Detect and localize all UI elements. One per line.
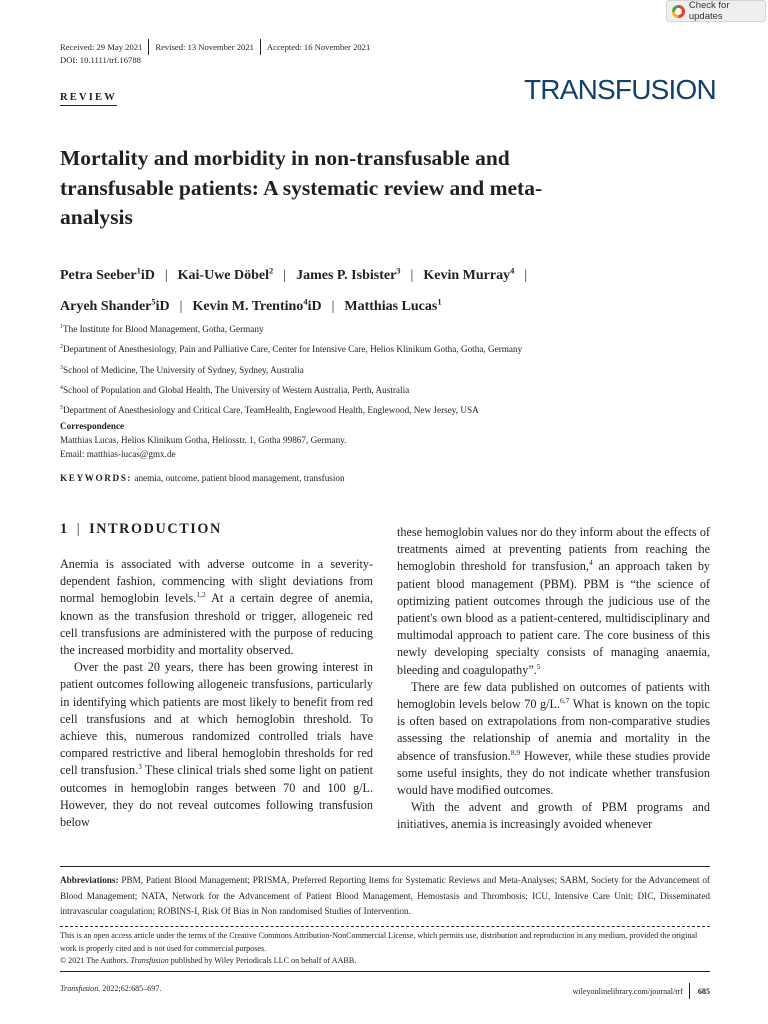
keywords-text: anemia, outcome, patient blood management, transfusion: [134, 473, 345, 483]
affiliation-text: Department of Anesthesiology, Pain and Palliative Care, Center for Intensive Care, Helios Klinikum Gotha, Gotha, Germany: [63, 344, 523, 355]
orcid-icon: iD: [155, 299, 170, 315]
affiliations: [60, 318, 710, 420]
affiliation: [60, 399, 710, 419]
author-affiliation-ref: 3: [396, 265, 401, 275]
affiliation-text: School of Population and Global Health, The University of Western Australia, Perth, Australia: [63, 385, 410, 396]
text-run: However, while these studies provide some useful insights, they do not indicate whether transfusion would have modified outcomes.: [397, 748, 710, 798]
paragraph: [397, 799, 710, 833]
author-separator: |: [179, 299, 183, 315]
correspondence-heading: Correspondence: [60, 421, 125, 431]
citation-ref: 4: [588, 558, 593, 568]
text-run: Over the past 20 years, there has been growing interest in patient outcomes following allogeneic transfusions, particularly in identifying which patients are most likely to benefit from red cell transfusions and at which hemoglobin threshold. To achieve this, numerous randomized controlled trials have compared restrictive and liberal hemoglobin thresholds for red cell transfusion.: [60, 660, 373, 778]
affiliation: [60, 359, 710, 379]
author-separator: |: [283, 267, 287, 283]
author-name: Petra Seeber: [60, 267, 137, 283]
author[interactable]: [423, 265, 515, 283]
affiliation-text: Department of Anesthesiology and Critical Care, TeamHealth, Englewood Health, Englewood, New Jersey, USA: [63, 405, 479, 416]
author[interactable]: [344, 296, 442, 315]
keywords-label: KEYWORDS:: [60, 473, 133, 483]
footer-volume: 2022;62:685–697.: [100, 984, 162, 993]
author-affiliation-ref: 1: [136, 265, 141, 275]
text-run: These clinical trials shed some light on patient outcomes in hemoglobin ranges between 70 and 100 g/L. However, they do not reveal outcomes following transfusion below: [60, 763, 373, 830]
footer-citation: [60, 984, 161, 993]
crossmark-icon: [672, 5, 685, 18]
correspondence-address: Matthias Lucas, Helios Klinikum Gotha, Heliosstr. 1, Gotha 99867, Germany.: [60, 435, 347, 445]
citation-ref: 3: [138, 762, 142, 772]
received-date: Received: 29 May 2021: [60, 42, 143, 52]
author-affiliation-ref: 4: [510, 265, 515, 275]
paragraph: [60, 659, 373, 831]
affiliation-number: 1: [60, 324, 63, 330]
text-run: these hemoglobin values nor do they inform about the effects of treatments aimed at preventing patients from reaching the hemoglobin threshold for transfusion,: [397, 525, 710, 574]
journal-url[interactable]: wileyonlinelibrary.com/journal/trf: [572, 986, 683, 996]
affiliation-number: 3: [60, 364, 63, 371]
footer-right: [500, 983, 710, 999]
body-column-left: [60, 556, 373, 831]
citation-ref: 1,2: [196, 590, 206, 600]
text-run: What is known on the topic is often based on extrapolations from non-comparative studies assessing the relationship of anemia and mortality in the absence of transfusion.: [397, 697, 710, 763]
author[interactable]: [296, 265, 401, 283]
copyright-post: published by Wiley Periodicals LLC on behalf of AABB.: [168, 956, 357, 965]
affiliation-number: 4: [60, 385, 63, 392]
correspondence-email[interactable]: Email: matthias-lucas@gmx.de: [60, 448, 176, 459]
journal-logo: TRANSFUSION: [524, 74, 716, 105]
abbreviations: [60, 873, 710, 920]
citation-ref: 6,7: [560, 695, 570, 705]
license-notice: [60, 930, 710, 968]
author-separator: |: [331, 299, 335, 315]
author-list: [60, 257, 710, 320]
body-column-right: [397, 524, 710, 834]
author-affiliation-ref: 1: [437, 296, 442, 307]
license-text: This is an open access article under the terms of the Creative Commons Attribution-NonCommercial License, which permits use, distribution and reproduction in any medium, provided the original work is properly cited and is not used for commercial purposes.: [60, 931, 698, 953]
revised-date: Revised: 13 November 2021: [155, 42, 254, 52]
accepted-date: Accepted: 16 November 2021: [266, 42, 371, 52]
text-run: an approach taken by patient blood management (PBM). PBM is “the science of optimizing patient outcomes through the judicious use of the patient's own blood as a patient-centered, multidisciplinary and multimodal approach to patient care. The core business of this newly developing specialty consists of managing anaemia, bleeding and coagulopathy”.: [397, 559, 711, 677]
author-name: Aryeh Shander: [60, 299, 152, 315]
affiliation: [60, 318, 710, 338]
divider: [260, 39, 261, 55]
section-number: 1: [60, 521, 69, 537]
divider: [60, 971, 710, 972]
author-separator: |: [524, 267, 528, 283]
text-run: Anemia is associated with adverse outcome in a severity-dependent fashion, commencing with slight deviations from normal hemoglobin levels.: [60, 557, 373, 606]
article-type: REVIEW: [60, 92, 117, 106]
section-heading: [60, 521, 222, 538]
abbreviations-text: PBM, Patient Blood Management; PRISMA, Preferred Reporting Items for Systematic Reviews and Meta-Analyses; SABM, Society for the Advancement of Blood Management; NATA, Network for the Advancement of Patient Blood Management, Hemostasis and Thrombosis; ICU, Intensive Care Unit; DIC, Disseminated intravascular coagulation; ROBINS-I, Risk Of Bias in Non randomised Studies of Intervention.: [60, 875, 710, 917]
affiliation-text: School of Medicine, The University of Sydney, Sydney, Australia: [63, 364, 304, 375]
affiliation: [60, 379, 710, 399]
affiliation-text: The Institute for Blood Management, Gotha, Germany: [63, 324, 264, 335]
text-run: There are few data published on outcomes of patients with hemoglobin levels below 70 g/L.: [397, 679, 710, 712]
orcid-icon: iD: [140, 267, 155, 283]
keywords: [60, 473, 345, 483]
author-affiliation-ref: 2: [269, 265, 274, 275]
paragraph: [60, 556, 373, 659]
footer-journal: Transfusion.: [60, 984, 101, 993]
history-dates: [60, 39, 370, 55]
abbreviations-label: Abbreviations:: [60, 875, 119, 885]
check-for-updates-label: Check for updates: [688, 0, 730, 22]
author[interactable]: [60, 296, 170, 315]
paragraph: [397, 679, 710, 799]
copyright-journal: Transfusion: [130, 956, 169, 965]
divider: [148, 39, 149, 55]
author[interactable]: [177, 265, 274, 283]
author-affiliation-ref: 5: [151, 296, 156, 307]
citation-ref: 8,9: [510, 747, 521, 757]
orcid-icon: iD: [307, 299, 322, 315]
copyright-pre: © 2021 The Authors.: [60, 956, 131, 965]
page-number: 685: [697, 986, 710, 996]
text-run: With the advent and growth of PBM programs and initiatives, anemia is increasingly avoided whenever: [397, 800, 710, 832]
author-separator: |: [164, 267, 168, 283]
divider: [60, 926, 710, 927]
doi[interactable]: DOI: 10.1111/trf.16788: [60, 55, 141, 65]
section-title: INTRODUCTION: [89, 521, 222, 537]
affiliation-number: 5: [60, 405, 63, 412]
divider: [60, 866, 710, 867]
author-name: Kai-Uwe Döbel: [177, 267, 270, 283]
author[interactable]: [192, 296, 322, 315]
copyright: [60, 955, 710, 968]
affiliation: [60, 338, 710, 358]
author-name: James P. Isbister: [296, 267, 397, 283]
divider: |: [76, 521, 82, 537]
author-affiliation-ref: 4: [303, 296, 308, 307]
author-separator: |: [410, 267, 414, 283]
check-for-updates-button[interactable]: [666, 0, 766, 22]
author[interactable]: [60, 265, 155, 283]
text-run: At a certain degree of anemia, known as the transfusion threshold or trigger, allogeneic red cell transfusions are administered with the purpose of reducing the increased morbidity and mortality observed.: [60, 591, 373, 658]
citation-ref: 5: [536, 661, 541, 671]
author-name: Kevin Murray: [423, 267, 511, 283]
divider: [689, 983, 690, 999]
author-name: Kevin M. Trentino: [192, 299, 304, 315]
author-name: Matthias Lucas: [344, 299, 438, 315]
correspondence: [60, 434, 346, 461]
paragraph: [397, 524, 710, 679]
article-title: Mortality and morbidity in non-transfusable and transfusable patients: A systematic review and meta-analysis: [60, 146, 543, 229]
affiliation-number: 2: [60, 344, 63, 351]
